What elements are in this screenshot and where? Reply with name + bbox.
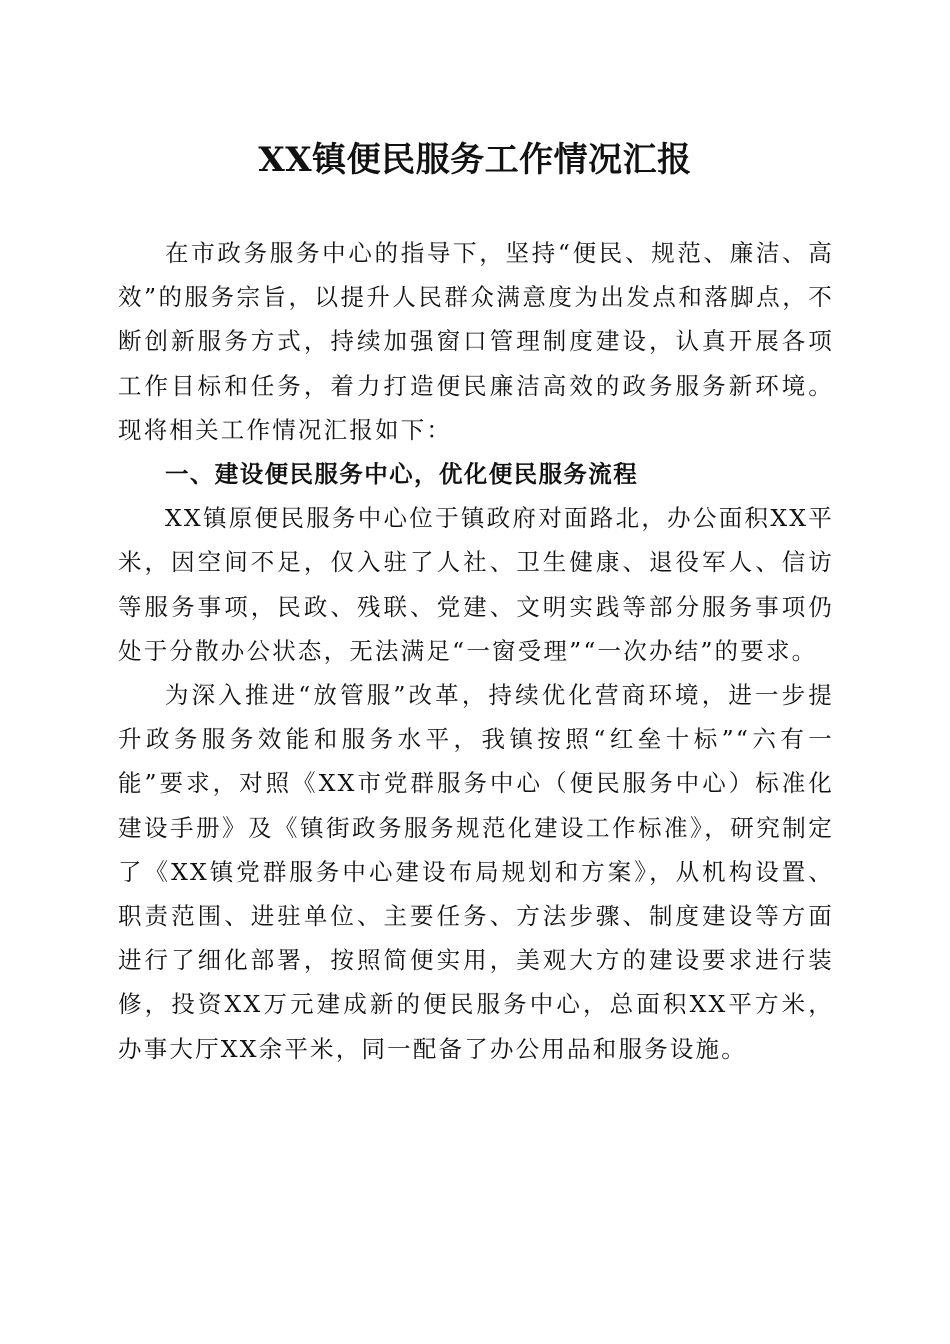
body-paragraph: XX镇原便民服务中心位于镇政府对面路北，办公面积XX平米，因空间不足，仅入驻了人社、卫生健康、退役军人、信访等服务事项，民政、残联、党建、文明实践等部分服务事项仍处于分散办公状态，无法满足“一窗受理”“一次办结”的要求。: [118, 504, 834, 665]
intro-paragraph: 在市政务服务中心的指导下，坚持“便民、规范、廉洁、高效”的服务宗旨，以提升人民群众满意度为出发点和落脚点，不断创新服务方式，持续加强窗口管理制度建设，认真开展各项工作目标和任务，着力打造便民廉洁高效的政务服务新环境。现将相关工作情况汇报如下：: [118, 239, 834, 444]
body-paragraph: 为深入推进“放管服”改革，持续优化营商环境，进一步提升政务服务效能和服务水平，我镇按照“红垒十标”“六有一能”要求，对照《XX市党群服务中心（便民服务中心）标准化建设手册》及《镇街政务服务规范化建设工作标准》，研究制定了《XX镇党群服务中心建设布局规划和方案》，从机构设置、职责范围、进驻单位、主要任务、方法步骤、制度建设等方面进行了细化部署，按照简便实用，美观大方的建设要求进行装修，投资XX万元建成新的便民服务中心，总面积XX平方米，办事大厅XX余平米，同一配备了办公用品和服务设施。: [118, 681, 834, 1063]
document-body: [118, 231, 834, 1071]
document-title: XX镇便民服务工作情况汇报: [258, 140, 692, 180]
section-heading: 一、建设便民服务中心，优化便民服务流程: [165, 460, 639, 489]
